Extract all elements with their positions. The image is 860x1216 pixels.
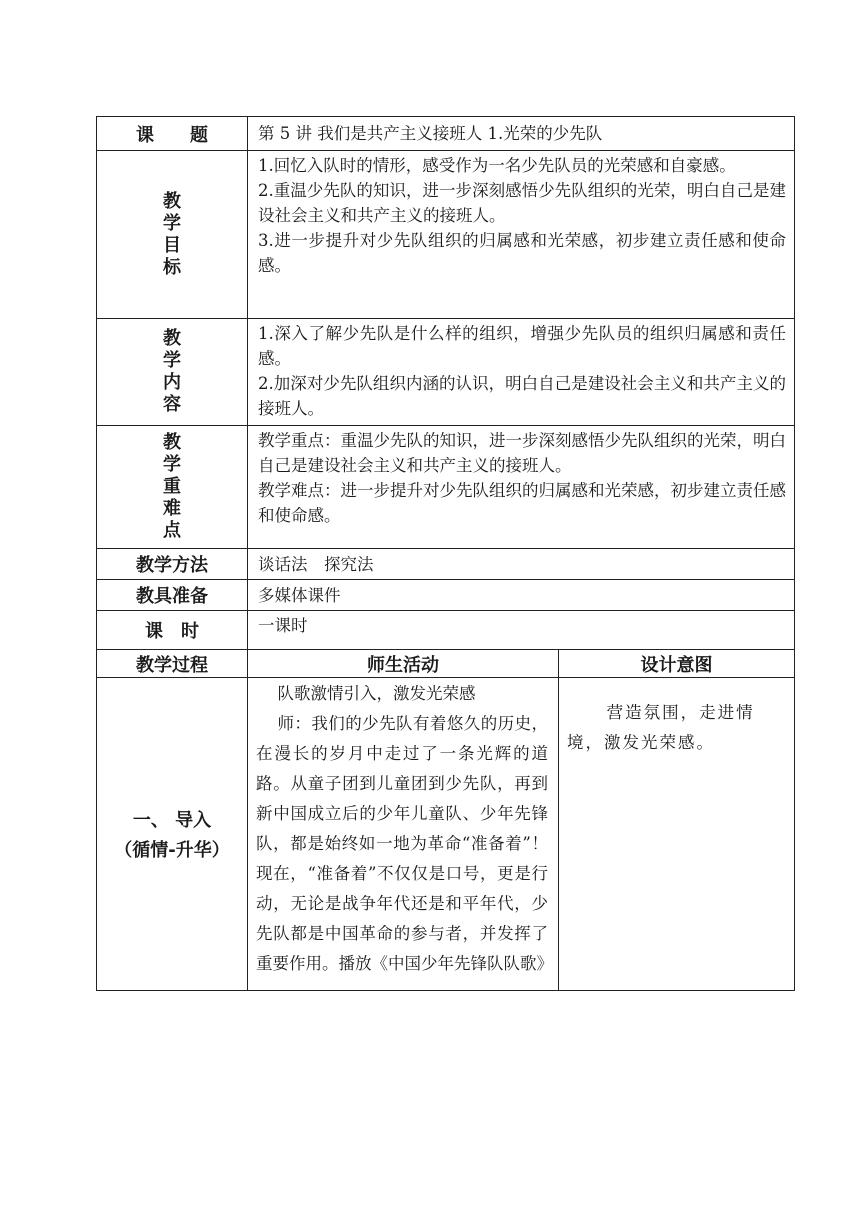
hours-value: 一课时 <box>248 611 795 650</box>
key-points-body <box>248 426 795 549</box>
tools-label: 教具准备 <box>97 580 248 611</box>
key-points-label <box>97 426 248 549</box>
intro-activity <box>248 678 559 991</box>
intro-stage-line1: 一、 导入 <box>132 810 212 831</box>
method-label: 教学方法 <box>97 549 248 580</box>
key-points-label-text: 教学重难点 <box>163 432 181 541</box>
intro-activity-title: 队歌激情引入，激发光荣感 <box>277 684 476 703</box>
goals-label-text: 教学目标 <box>163 190 181 278</box>
row-topic <box>97 117 795 151</box>
process-header-col2: 师生活动 <box>248 650 559 678</box>
intro-design <box>559 678 795 991</box>
goals-content <box>248 151 795 319</box>
intro-design-text: 营造氛围，走进情境，激发光荣感。 <box>567 703 755 752</box>
row-content <box>97 319 795 426</box>
intro-activity-body: 师：我们的少先队有着悠久的历史，在漫长的岁月中走过了一条光辉的道路。从童子团到儿童团到少先队，再到新中国成立后的少年儿童队、少年先锋队，都是始终如一地为革命“准备着”！现在，“准备着”不仅仅是口号，更是行动，无论是战争年代还是和平年代，少先队都是中国革命的参与者，并发挥了重要作用。播放《中国少年先锋队队歌》 <box>256 714 553 973</box>
intro-stage-line2: （循情-升华） <box>114 840 230 861</box>
hours-label: 课 时 <box>97 611 248 650</box>
row-tools <box>97 580 795 611</box>
goals-label <box>97 151 248 319</box>
intro-stage <box>97 678 248 991</box>
row-key-points <box>97 426 795 549</box>
goal-item: 3.进一步提升对少先队组织的归属感和光荣感，初步建立责任感和使命感。 <box>258 231 787 275</box>
process-header-col1: 教学过程 <box>97 650 248 678</box>
lesson-plan-table <box>96 116 795 991</box>
row-process-header <box>97 650 795 678</box>
row-intro <box>97 678 795 991</box>
goal-item: 1.回忆入队时的情形，感受作为一名少先队员的光荣感和自豪感。 <box>258 156 736 175</box>
topic-label-text: 课 题 <box>136 124 208 146</box>
key-point-item: 教学重点：重温少先队的知识，进一步深刻感悟少先队组织的光荣，明白自己是建设社会主义和共产主义的接班人。 <box>258 431 787 475</box>
content-item: 2.加深对少先队组织内涵的认识，明白自己是建设社会主义和共产主义的接班人。 <box>258 374 787 418</box>
content-label-text: 教学内容 <box>163 328 181 415</box>
row-hours <box>97 611 795 650</box>
process-header-col3: 设计意图 <box>559 650 795 678</box>
method-value: 谈话法 探究法 <box>248 549 795 580</box>
topic-label <box>97 117 248 151</box>
goal-item: 2.重温少先队的知识，进一步深刻感悟少先队组织的光荣，明白自己是建设社会主义和共产主义的接班人。 <box>258 181 787 225</box>
row-goals <box>97 151 795 319</box>
content-label <box>97 319 248 426</box>
topic-value: 第 5 讲 我们是共产主义接班人 1.光荣的少先队 <box>248 117 795 151</box>
tools-value: 多媒体课件 <box>248 580 795 611</box>
content-body <box>248 319 795 426</box>
key-point-item: 教学难点：进一步提升对少先队组织的归属感和光荣感，初步建立责任感和使命感。 <box>258 481 787 525</box>
content-item: 1.深入了解少先队是什么样的组织，增强少先队员的组织归属感和责任感。 <box>258 324 787 368</box>
row-method <box>97 549 795 580</box>
